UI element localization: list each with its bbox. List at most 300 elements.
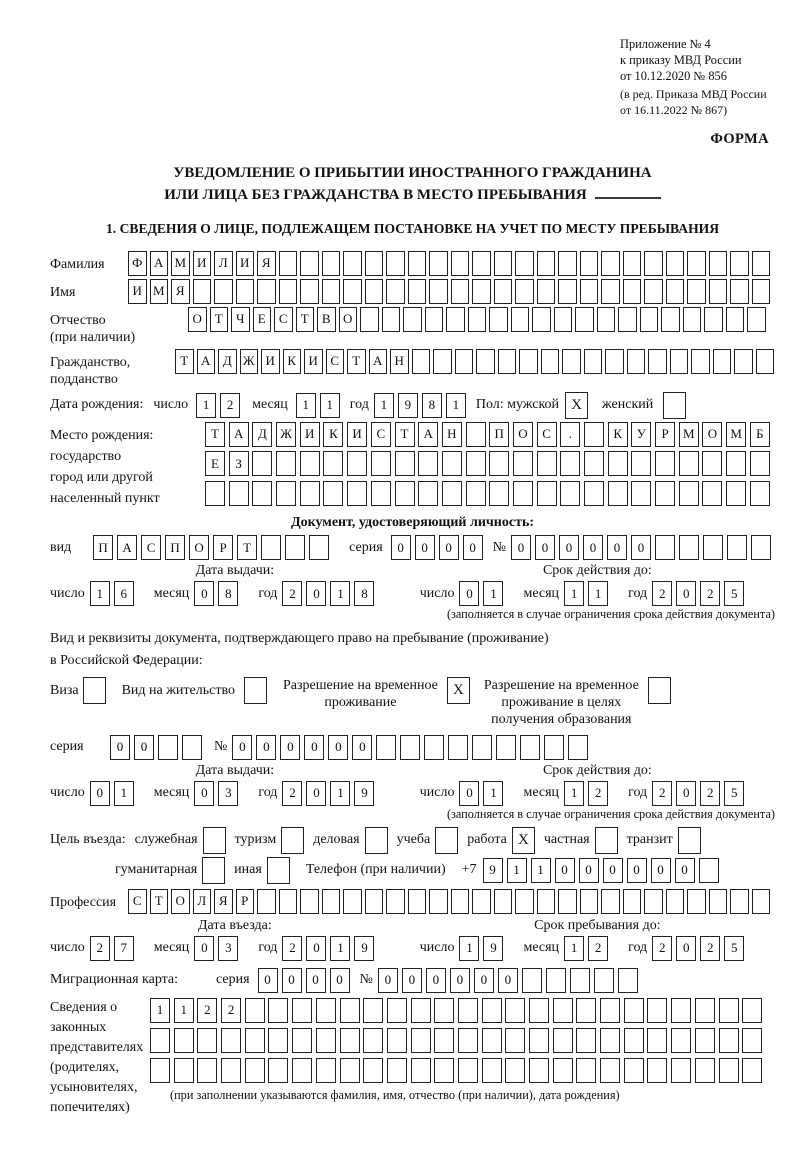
char-box[interactable]: О: [513, 422, 533, 447]
char-box[interactable]: И: [304, 349, 323, 374]
char-box[interactable]: [584, 481, 604, 506]
temporary-residence-education-checkbox[interactable]: [648, 677, 671, 704]
char-box[interactable]: [276, 451, 296, 476]
char-box[interactable]: [365, 251, 384, 276]
char-box[interactable]: Б: [750, 422, 770, 447]
char-box[interactable]: 0: [378, 968, 398, 993]
char-box[interactable]: [679, 481, 699, 506]
char-box[interactable]: [719, 998, 739, 1023]
char-box[interactable]: 0: [306, 968, 326, 993]
char-box[interactable]: [742, 1058, 762, 1083]
char-box[interactable]: [679, 451, 699, 476]
char-box[interactable]: [158, 735, 178, 760]
char-box[interactable]: [489, 481, 509, 506]
char-box[interactable]: [371, 481, 391, 506]
char-box[interactable]: [515, 889, 534, 914]
char-box[interactable]: [750, 481, 770, 506]
char-box[interactable]: А: [369, 349, 388, 374]
char-box[interactable]: [655, 535, 675, 560]
char-box[interactable]: [597, 307, 616, 332]
char-box[interactable]: [365, 889, 384, 914]
char-box[interactable]: 1: [483, 581, 503, 606]
char-box[interactable]: П: [489, 422, 509, 447]
char-box[interactable]: [268, 998, 288, 1023]
char-box[interactable]: [268, 1028, 288, 1053]
char-box[interactable]: [727, 535, 747, 560]
char-box[interactable]: [292, 1028, 312, 1053]
char-box[interactable]: [424, 735, 444, 760]
char-box[interactable]: 0: [627, 858, 647, 883]
char-box[interactable]: И: [128, 279, 147, 304]
char-box[interactable]: 0: [282, 968, 302, 993]
char-box[interactable]: [434, 1058, 454, 1083]
char-box[interactable]: 1: [196, 393, 216, 418]
char-box[interactable]: [661, 307, 680, 332]
char-box[interactable]: М: [150, 279, 169, 304]
char-box[interactable]: [418, 481, 438, 506]
char-box[interactable]: [513, 451, 533, 476]
char-box[interactable]: [702, 451, 722, 476]
char-box[interactable]: [257, 279, 276, 304]
char-box[interactable]: [257, 889, 276, 914]
char-box[interactable]: 1: [174, 998, 194, 1023]
char-box[interactable]: 3: [218, 936, 238, 961]
char-box[interactable]: [553, 1058, 573, 1083]
char-box[interactable]: 0: [511, 535, 531, 560]
char-box[interactable]: 2: [700, 581, 720, 606]
char-box[interactable]: [575, 307, 594, 332]
char-box[interactable]: Т: [347, 349, 366, 374]
char-box[interactable]: [529, 998, 549, 1023]
char-box[interactable]: 2: [282, 936, 302, 961]
char-box[interactable]: [245, 1058, 265, 1083]
char-box[interactable]: [433, 349, 452, 374]
char-box[interactable]: [532, 307, 551, 332]
char-box[interactable]: [627, 349, 646, 374]
char-box[interactable]: [554, 307, 573, 332]
char-box[interactable]: [322, 251, 341, 276]
char-box[interactable]: Ф: [128, 251, 147, 276]
char-box[interactable]: 0: [330, 968, 350, 993]
char-box[interactable]: [340, 1058, 360, 1083]
char-box[interactable]: [221, 1058, 241, 1083]
char-box[interactable]: 2: [652, 581, 672, 606]
char-box[interactable]: [300, 251, 319, 276]
char-box[interactable]: [546, 968, 566, 993]
char-box[interactable]: [623, 889, 642, 914]
char-box[interactable]: [655, 451, 675, 476]
char-box[interactable]: Ж: [276, 422, 296, 447]
char-box[interactable]: Е: [253, 307, 272, 332]
char-box[interactable]: 0: [631, 535, 651, 560]
char-box[interactable]: 9: [354, 781, 374, 806]
char-box[interactable]: [730, 889, 749, 914]
char-box[interactable]: [576, 1058, 596, 1083]
purpose-tourism-checkbox[interactable]: [281, 827, 304, 854]
char-box[interactable]: [505, 1028, 525, 1053]
char-box[interactable]: [520, 735, 540, 760]
visa-checkbox[interactable]: [83, 677, 106, 704]
char-box[interactable]: Л: [193, 889, 212, 914]
char-box[interactable]: [519, 349, 538, 374]
char-box[interactable]: 0: [463, 535, 483, 560]
char-box[interactable]: 1: [588, 581, 608, 606]
char-box[interactable]: [316, 1058, 336, 1083]
char-box[interactable]: [429, 251, 448, 276]
char-box[interactable]: 2: [588, 936, 608, 961]
char-box[interactable]: [434, 998, 454, 1023]
char-box[interactable]: [666, 889, 685, 914]
char-box[interactable]: [376, 735, 396, 760]
char-box[interactable]: [400, 735, 420, 760]
char-box[interactable]: [558, 279, 577, 304]
char-box[interactable]: 1: [330, 781, 350, 806]
char-box[interactable]: 0: [306, 936, 326, 961]
char-box[interactable]: 1: [483, 781, 503, 806]
char-box[interactable]: [742, 998, 762, 1023]
purpose-official-checkbox[interactable]: [203, 827, 226, 854]
char-box[interactable]: [644, 251, 663, 276]
char-box[interactable]: А: [150, 251, 169, 276]
sex-female-checkbox[interactable]: [663, 392, 686, 419]
char-box[interactable]: [429, 279, 448, 304]
char-box[interactable]: [600, 1058, 620, 1083]
char-box[interactable]: 6: [114, 581, 134, 606]
char-box[interactable]: [703, 535, 723, 560]
char-box[interactable]: [472, 735, 492, 760]
char-box[interactable]: [472, 279, 491, 304]
char-box[interactable]: [496, 735, 516, 760]
char-box[interactable]: М: [171, 251, 190, 276]
char-box[interactable]: [468, 307, 487, 332]
char-box[interactable]: Р: [213, 535, 233, 560]
char-box[interactable]: [408, 251, 427, 276]
char-box[interactable]: [442, 451, 462, 476]
char-box[interactable]: [363, 1028, 383, 1053]
char-box[interactable]: [726, 481, 746, 506]
char-box[interactable]: [429, 889, 448, 914]
char-box[interactable]: [174, 1028, 194, 1053]
char-box[interactable]: М: [679, 422, 699, 447]
char-box[interactable]: [489, 307, 508, 332]
char-box[interactable]: 0: [306, 781, 326, 806]
char-box[interactable]: [340, 1028, 360, 1053]
char-box[interactable]: [408, 279, 427, 304]
char-box[interactable]: [726, 451, 746, 476]
purpose-other-checkbox[interactable]: [267, 857, 290, 884]
char-box[interactable]: М: [726, 422, 746, 447]
char-box[interactable]: [687, 251, 706, 276]
char-box[interactable]: И: [261, 349, 280, 374]
char-box[interactable]: [363, 1058, 383, 1083]
char-box[interactable]: 2: [700, 936, 720, 961]
char-box[interactable]: Т: [175, 349, 194, 374]
char-box[interactable]: 9: [483, 936, 503, 961]
char-box[interactable]: [252, 451, 272, 476]
char-box[interactable]: [734, 349, 753, 374]
char-box[interactable]: 1: [564, 936, 584, 961]
char-box[interactable]: 0: [675, 858, 695, 883]
char-box[interactable]: 0: [474, 968, 494, 993]
char-box[interactable]: [600, 1028, 620, 1053]
char-box[interactable]: 1: [320, 393, 340, 418]
char-box[interactable]: Ж: [240, 349, 259, 374]
char-box[interactable]: 1: [564, 781, 584, 806]
char-box[interactable]: [560, 481, 580, 506]
char-box[interactable]: [446, 307, 465, 332]
char-box[interactable]: [624, 1028, 644, 1053]
char-box[interactable]: С: [141, 535, 161, 560]
char-box[interactable]: [300, 451, 320, 476]
char-box[interactable]: [193, 279, 212, 304]
char-box[interactable]: [601, 889, 620, 914]
char-box[interactable]: 1: [114, 781, 134, 806]
char-box[interactable]: [386, 279, 405, 304]
char-box[interactable]: К: [323, 422, 343, 447]
char-box[interactable]: [252, 481, 272, 506]
char-box[interactable]: [347, 481, 367, 506]
char-box[interactable]: 5: [724, 936, 744, 961]
char-box[interactable]: [683, 307, 702, 332]
char-box[interactable]: 0: [607, 535, 627, 560]
char-box[interactable]: 0: [439, 535, 459, 560]
char-box[interactable]: 1: [374, 393, 394, 418]
char-box[interactable]: [513, 481, 533, 506]
char-box[interactable]: П: [93, 535, 113, 560]
char-box[interactable]: 0: [328, 735, 348, 760]
char-box[interactable]: [544, 735, 564, 760]
char-box[interactable]: 0: [110, 735, 130, 760]
char-box[interactable]: Т: [237, 535, 257, 560]
char-box[interactable]: 0: [258, 968, 278, 993]
char-box[interactable]: [699, 858, 719, 883]
char-box[interactable]: [309, 535, 329, 560]
char-box[interactable]: К: [608, 422, 628, 447]
char-box[interactable]: [205, 481, 225, 506]
char-box[interactable]: 0: [555, 858, 575, 883]
char-box[interactable]: А: [229, 422, 249, 447]
char-box[interactable]: 1: [330, 936, 350, 961]
char-box[interactable]: [608, 451, 628, 476]
char-box[interactable]: 0: [352, 735, 372, 760]
char-box[interactable]: 0: [676, 581, 696, 606]
char-box[interactable]: [221, 1028, 241, 1053]
char-box[interactable]: И: [347, 422, 367, 447]
char-box[interactable]: [322, 889, 341, 914]
char-box[interactable]: 1: [531, 858, 551, 883]
char-box[interactable]: 1: [296, 393, 316, 418]
char-box[interactable]: И: [193, 251, 212, 276]
char-box[interactable]: [489, 451, 509, 476]
char-box[interactable]: Д: [252, 422, 272, 447]
residence-permit-checkbox[interactable]: [244, 677, 267, 704]
char-box[interactable]: 0: [194, 936, 214, 961]
char-box[interactable]: 0: [651, 858, 671, 883]
char-box[interactable]: 0: [304, 735, 324, 760]
char-box[interactable]: [580, 279, 599, 304]
char-box[interactable]: 0: [676, 936, 696, 961]
char-box[interactable]: [695, 1058, 715, 1083]
char-box[interactable]: [580, 889, 599, 914]
char-box[interactable]: [371, 451, 391, 476]
char-box[interactable]: [623, 279, 642, 304]
char-box[interactable]: [644, 279, 663, 304]
char-box[interactable]: [558, 251, 577, 276]
char-box[interactable]: [702, 481, 722, 506]
char-box[interactable]: [730, 279, 749, 304]
char-box[interactable]: С: [274, 307, 293, 332]
char-box[interactable]: [466, 481, 486, 506]
char-box[interactable]: [576, 1028, 596, 1053]
char-box[interactable]: О: [188, 307, 207, 332]
char-box[interactable]: [425, 307, 444, 332]
char-box[interactable]: [679, 535, 699, 560]
char-box[interactable]: [719, 1028, 739, 1053]
char-box[interactable]: [719, 1058, 739, 1083]
char-box[interactable]: [584, 349, 603, 374]
char-box[interactable]: 0: [90, 781, 110, 806]
char-box[interactable]: [647, 1028, 667, 1053]
char-box[interactable]: И: [300, 422, 320, 447]
char-box[interactable]: [515, 279, 534, 304]
char-box[interactable]: П: [165, 535, 185, 560]
char-box[interactable]: 2: [652, 781, 672, 806]
char-box[interactable]: Д: [218, 349, 237, 374]
char-box[interactable]: [568, 735, 588, 760]
char-box[interactable]: Н: [442, 422, 462, 447]
char-box[interactable]: [300, 481, 320, 506]
char-box[interactable]: [245, 998, 265, 1023]
char-box[interactable]: [594, 968, 614, 993]
char-box[interactable]: [229, 481, 249, 506]
char-box[interactable]: [631, 481, 651, 506]
char-box[interactable]: [261, 535, 281, 560]
char-box[interactable]: [411, 998, 431, 1023]
char-box[interactable]: Т: [205, 422, 225, 447]
char-box[interactable]: [451, 889, 470, 914]
char-box[interactable]: [150, 1028, 170, 1053]
char-box[interactable]: [537, 481, 557, 506]
char-box[interactable]: О: [189, 535, 209, 560]
char-box[interactable]: Р: [655, 422, 675, 447]
char-box[interactable]: [623, 251, 642, 276]
char-box[interactable]: И: [236, 251, 255, 276]
char-box[interactable]: [322, 279, 341, 304]
char-box[interactable]: [647, 998, 667, 1023]
char-box[interactable]: [537, 451, 557, 476]
char-box[interactable]: [584, 422, 604, 447]
char-box[interactable]: 1: [459, 936, 479, 961]
char-box[interactable]: [752, 251, 771, 276]
char-box[interactable]: 1: [150, 998, 170, 1023]
char-box[interactable]: В: [317, 307, 336, 332]
char-box[interactable]: К: [283, 349, 302, 374]
char-box[interactable]: [709, 279, 728, 304]
purpose-humanitarian-checkbox[interactable]: [202, 857, 225, 884]
char-box[interactable]: [411, 1028, 431, 1053]
char-box[interactable]: [395, 451, 415, 476]
char-box[interactable]: 3: [218, 781, 238, 806]
char-box[interactable]: [751, 535, 771, 560]
char-box[interactable]: [624, 1058, 644, 1083]
purpose-business-checkbox[interactable]: [365, 827, 388, 854]
char-box[interactable]: [316, 1028, 336, 1053]
char-box[interactable]: 2: [220, 393, 240, 418]
char-box[interactable]: [618, 968, 638, 993]
char-box[interactable]: 5: [724, 781, 744, 806]
char-box[interactable]: 1: [564, 581, 584, 606]
char-box[interactable]: [316, 998, 336, 1023]
char-box[interactable]: [466, 451, 486, 476]
char-box[interactable]: 9: [354, 936, 374, 961]
char-box[interactable]: С: [128, 889, 147, 914]
char-box[interactable]: [730, 251, 749, 276]
char-box[interactable]: [360, 307, 379, 332]
char-box[interactable]: [347, 451, 367, 476]
char-box[interactable]: [418, 451, 438, 476]
char-box[interactable]: [647, 1058, 667, 1083]
char-box[interactable]: [245, 1028, 265, 1053]
char-box[interactable]: [666, 279, 685, 304]
char-box[interactable]: [403, 307, 422, 332]
char-box[interactable]: [691, 349, 710, 374]
char-box[interactable]: 0: [391, 535, 411, 560]
char-box[interactable]: [448, 735, 468, 760]
char-box[interactable]: [268, 1058, 288, 1083]
char-box[interactable]: [580, 251, 599, 276]
char-box[interactable]: 8: [354, 581, 374, 606]
char-box[interactable]: [458, 1058, 478, 1083]
char-box[interactable]: З: [229, 451, 249, 476]
char-box[interactable]: [395, 481, 415, 506]
char-box[interactable]: [608, 481, 628, 506]
char-box[interactable]: [411, 1058, 431, 1083]
char-box[interactable]: [451, 279, 470, 304]
char-box[interactable]: О: [339, 307, 358, 332]
char-box[interactable]: Я: [214, 889, 233, 914]
char-box[interactable]: [236, 279, 255, 304]
char-box[interactable]: 0: [232, 735, 252, 760]
char-box[interactable]: 0: [402, 968, 422, 993]
char-box[interactable]: [340, 998, 360, 1023]
char-box[interactable]: [505, 998, 525, 1023]
char-box[interactable]: 2: [197, 998, 217, 1023]
char-box[interactable]: [742, 1028, 762, 1053]
char-box[interactable]: [537, 279, 556, 304]
char-box[interactable]: 2: [652, 936, 672, 961]
char-box[interactable]: [671, 1028, 691, 1053]
char-box[interactable]: [541, 349, 560, 374]
temporary-residence-checkbox[interactable]: X: [447, 677, 470, 704]
char-box[interactable]: 8: [422, 393, 442, 418]
char-box[interactable]: [300, 889, 319, 914]
char-box[interactable]: 2: [90, 936, 110, 961]
char-box[interactable]: [752, 279, 771, 304]
char-box[interactable]: [750, 451, 770, 476]
char-box[interactable]: [640, 307, 659, 332]
char-box[interactable]: Т: [210, 307, 229, 332]
char-box[interactable]: 0: [450, 968, 470, 993]
char-box[interactable]: [601, 279, 620, 304]
char-box[interactable]: [197, 1058, 217, 1083]
char-box[interactable]: [343, 279, 362, 304]
char-box[interactable]: [197, 1028, 217, 1053]
char-box[interactable]: Т: [395, 422, 415, 447]
char-box[interactable]: 0: [194, 581, 214, 606]
purpose-study-checkbox[interactable]: [435, 827, 458, 854]
char-box[interactable]: [726, 307, 745, 332]
char-box[interactable]: О: [171, 889, 190, 914]
